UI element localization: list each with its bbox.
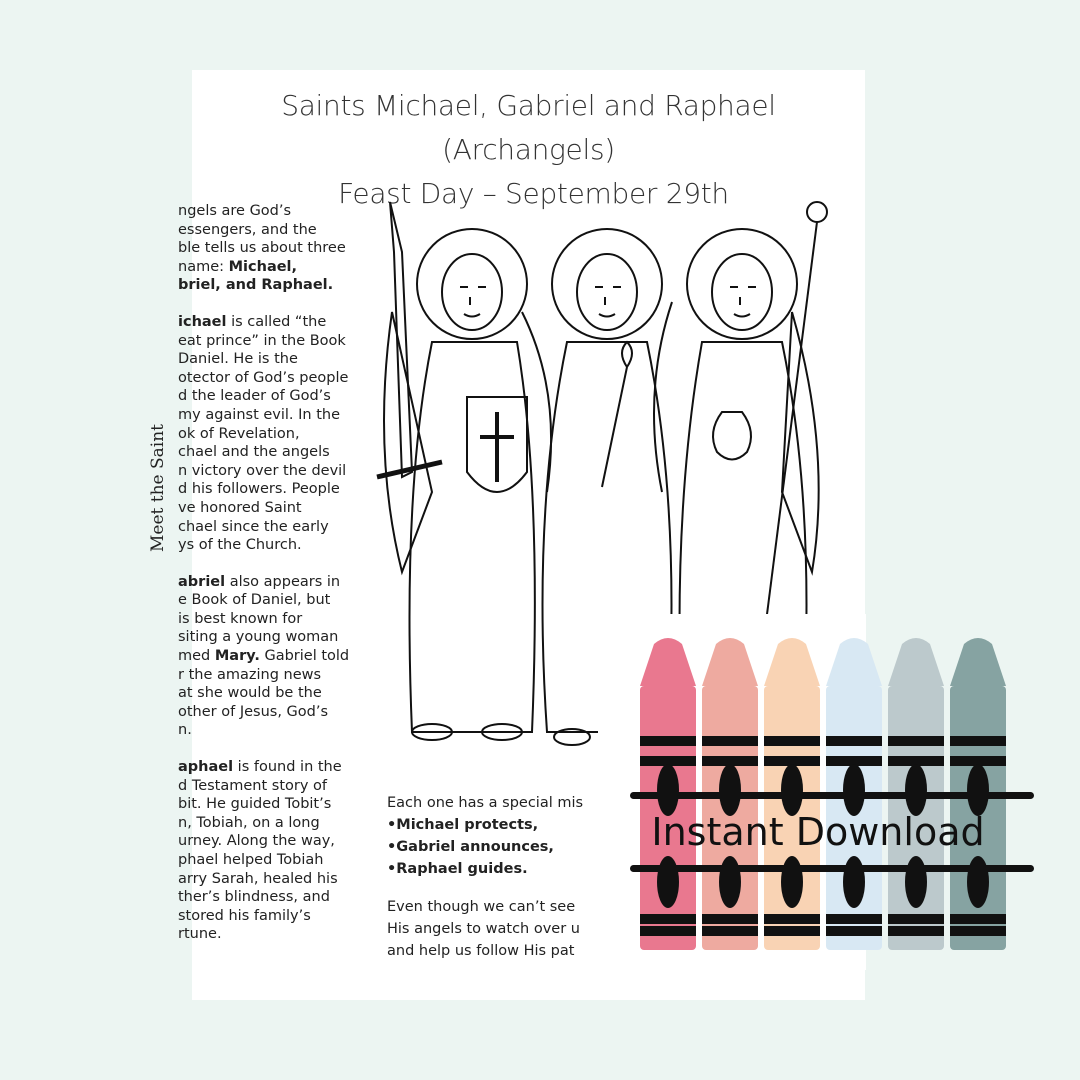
saint-description-column [178, 202, 378, 962]
summary-outro-2: His angels to watch over u [387, 921, 580, 937]
summary-item-michael: •Michael protects, [387, 817, 539, 833]
summary-intro: Each one has a special mis [387, 795, 584, 811]
summary-item-raphael: •Raphael guides. [387, 861, 528, 877]
paragraph-raphael: aphael is found in the d Testament story of bit. He guided Tobit’s n, Tobiah, on a long urney. Along the way, phael helped Tobiah arry Sarah, healed his ther’s blindness, and stored his family’s rtune. [178, 759, 342, 943]
paragraph-intro: ngels are God’s essengers, and the ble tells us about three name: Michael, briel, and Raphael. [178, 203, 346, 294]
summary-item-gabriel: •Gabriel announces, [387, 839, 554, 855]
summary-outro-3: and help us follow His pat [387, 943, 575, 959]
bottom-divider [630, 865, 1034, 872]
instant-download-label: Instant Download [651, 810, 985, 854]
instant-download-badge [598, 614, 985, 970]
title-line-1: Saints Michael, Gabriel and Raphael (Archangels) [281, 89, 776, 166]
top-divider [630, 792, 1034, 799]
paragraph-gabriel: abriel also appears in e Book of Daniel, but is best known for siting a young woman med Mary. Gabriel told r the amazing news at she would be the other of Jesus, God’s n. [178, 573, 350, 739]
title-line-2: Feast Day – September 29th [338, 177, 729, 210]
paragraph-michael: ichael is called “the eat prince” in the Book Daniel. He is the otector of God’s people d the leader of God’s my against evil. In the ok of Revelation, chael and the angels n victory over the devil d his followers. People ve honored Saint chael since the early ys of the Church. [178, 313, 349, 554]
side-label: Meet the Saint [148, 423, 168, 552]
summary-outro-1: Even though we can’t see [387, 899, 576, 915]
